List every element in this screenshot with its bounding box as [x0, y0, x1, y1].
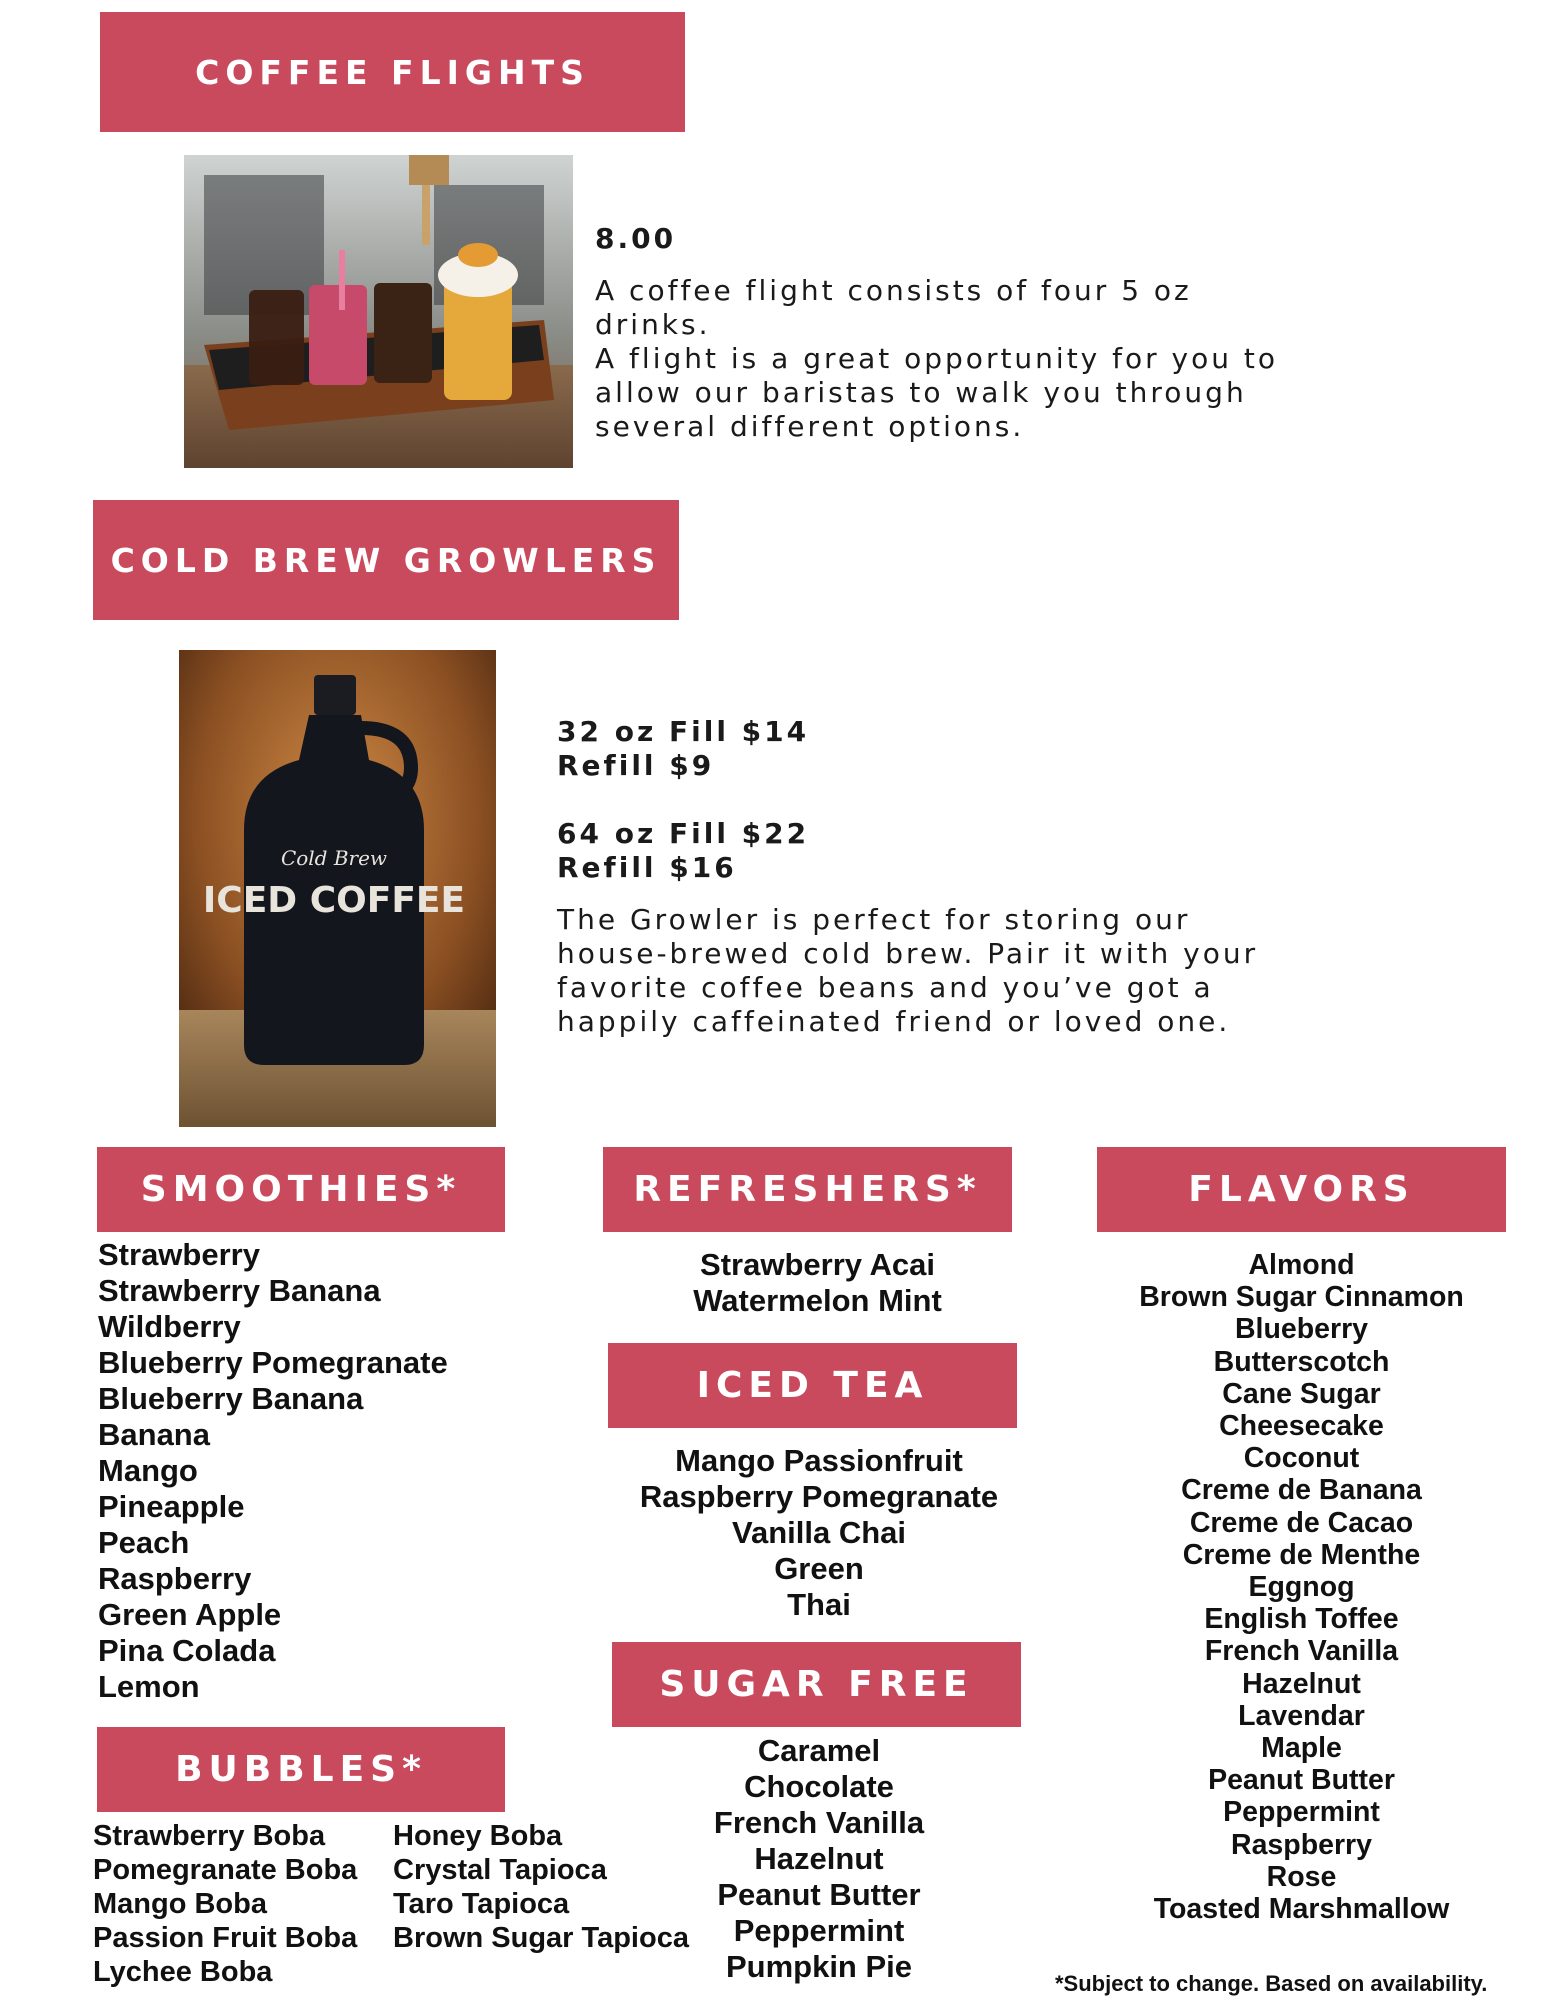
list-item: Brown Sugar Tapioca: [393, 1922, 689, 1954]
refreshers-heading: REFRESHERS*: [633, 1169, 982, 1210]
list-item: Peppermint: [1223, 1796, 1380, 1829]
refreshers-list: [603, 1247, 1032, 1319]
list-item: Wildberry: [98, 1309, 241, 1344]
list-item: Banana: [98, 1417, 210, 1452]
growlers-text: [557, 715, 1317, 1039]
list-item: Eggnog: [1248, 1571, 1355, 1604]
list-item: Strawberry: [98, 1237, 260, 1272]
list-item: Peanut Butter: [1208, 1764, 1395, 1797]
coffee-flights-heading: COFFEE FLIGHTS: [195, 52, 590, 92]
list-item: Peach: [98, 1525, 190, 1560]
list-item: Peppermint: [733, 1913, 905, 1948]
list-item: Strawberry Acai: [700, 1247, 935, 1282]
sugar-free-heading: SUGAR FREE: [659, 1664, 974, 1705]
growlers-desc-3: favorite coffee beans and you’ve got a: [557, 971, 1214, 1004]
list-item: Creme de Menthe: [1182, 1538, 1421, 1571]
list-item: Creme de Cacao: [1189, 1506, 1414, 1539]
list-item: Mango Passionfruit: [675, 1443, 963, 1478]
coffee-flights-desc-1: A coffee flight consists of four 5 oz drinks.: [595, 274, 1192, 341]
growlers-desc-1: The Growler is perfect for storing our: [557, 903, 1191, 936]
list-item: Watermelon Mint: [693, 1283, 942, 1318]
list-item: Cheesecake: [1219, 1410, 1384, 1443]
list-item: Toasted Marshmallow: [1153, 1893, 1450, 1926]
coffee-flights-desc-4: several different options.: [595, 410, 1025, 443]
smoothies-heading: SMOOTHIES*: [140, 1169, 462, 1210]
list-item: Rose: [1266, 1860, 1337, 1893]
availability-footnote: *Subject to change. Based on availability.: [1055, 1971, 1488, 1996]
list-item: Coconut: [1243, 1442, 1360, 1475]
list-item: Strawberry Boba: [93, 1820, 326, 1852]
smoothies-heading-banner: [97, 1147, 505, 1232]
bubbles-heading: BUBBLES*: [175, 1749, 427, 1790]
list-item: Passion Fruit Boba: [93, 1922, 358, 1954]
bubbles-list-col1: [93, 1819, 357, 1989]
list-item: Honey Boba: [393, 1820, 563, 1852]
growler-price-64oz: 64 oz Fill $22: [557, 817, 810, 850]
coffee-flights-desc-2: A flight is a great opportunity for you to: [595, 342, 1279, 375]
sugar-free-list: [613, 1733, 1025, 1985]
list-item: Pomegranate Boba: [93, 1854, 358, 1886]
iced-tea-list: [600, 1443, 1038, 1623]
list-item: Peanut Butter: [717, 1877, 921, 1912]
bottle-label-script: Cold Brew: [280, 846, 388, 870]
growler-refill-32oz: Refill $9: [557, 749, 715, 782]
list-item: French Vanilla: [1204, 1635, 1399, 1668]
coffee-flight-illustration: [184, 155, 573, 468]
list-item: Raspberry: [98, 1561, 252, 1596]
list-item: Lychee Boba: [93, 1956, 273, 1988]
growlers-desc-2: house-brewed cold brew. Pair it with your: [557, 937, 1259, 970]
growler-refill-64oz: Refill $16: [557, 851, 737, 884]
list-item: Lavendar: [1238, 1699, 1365, 1732]
list-item: Hazelnut: [754, 1841, 884, 1876]
list-item: Cane Sugar: [1222, 1377, 1381, 1410]
list-item: English Toffee: [1204, 1603, 1399, 1636]
list-item: Lemon: [98, 1669, 200, 1704]
list-item: Mango: [98, 1453, 198, 1488]
coffee-flights-heading-banner: [100, 12, 685, 132]
iced-tea-heading: ICED TEA: [696, 1365, 929, 1406]
flavors-list: [1097, 1249, 1506, 1925]
sugar-free-heading-banner: [612, 1642, 1021, 1727]
refreshers-heading-banner: [603, 1147, 1012, 1232]
bubbles-heading-banner: [97, 1727, 505, 1812]
list-item: Butterscotch: [1213, 1345, 1390, 1378]
list-item: Blueberry Banana: [98, 1381, 364, 1416]
list-item: Green Apple: [98, 1597, 282, 1632]
coffee-flights-price: 8.00: [595, 222, 677, 255]
iced-tea-heading-banner: [608, 1343, 1017, 1428]
list-item: Caramel: [757, 1733, 881, 1768]
list-item: Thai: [787, 1587, 851, 1622]
flavors-heading: FLAVORS: [1188, 1169, 1415, 1210]
coffee-flight-photo: [184, 155, 573, 468]
growlers-heading-banner: [93, 500, 679, 620]
list-item: Brown Sugar Cinnamon: [1139, 1281, 1464, 1314]
bottle-label-main: ICED COFFEE: [202, 880, 466, 921]
list-item: Blueberry: [1234, 1313, 1369, 1346]
growlers-desc-4: happily caffeinated friend or loved one.: [557, 1005, 1231, 1038]
growler-photo: [179, 650, 496, 1127]
list-item: Taro Tapioca: [393, 1888, 570, 1920]
list-item: Creme de Banana: [1181, 1474, 1422, 1507]
list-item: Maple: [1261, 1732, 1342, 1765]
list-item: Blueberry Pomegranate: [98, 1345, 448, 1380]
list-item: Pumpkin Pie: [725, 1949, 913, 1984]
list-item: Chocolate: [744, 1769, 894, 1804]
list-item: Hazelnut: [1242, 1667, 1361, 1700]
list-item: Mango Boba: [93, 1888, 267, 1920]
flavors-heading-banner: [1097, 1147, 1506, 1232]
growler-price-32oz: 32 oz Fill $14: [557, 715, 810, 748]
list-item: Raspberry: [1231, 1828, 1372, 1861]
smoothies-list: [98, 1237, 448, 1705]
coffee-flights-text: [595, 222, 1315, 444]
list-item: Crystal Tapioca: [393, 1854, 607, 1886]
growler-illustration: [179, 650, 496, 1127]
list-item: Green: [774, 1551, 864, 1586]
coffee-flights-desc-3: allow our baristas to walk you through: [595, 376, 1247, 409]
list-item: Strawberry Banana: [98, 1273, 381, 1308]
growlers-heading: COLD BREW GROWLERS: [110, 540, 662, 580]
list-item: Raspberry Pomegranate: [639, 1479, 999, 1514]
list-item: Pina Colada: [98, 1633, 276, 1668]
list-item: Vanilla Chai: [731, 1515, 906, 1550]
list-item: Pineapple: [98, 1489, 245, 1524]
list-item: French Vanilla: [713, 1805, 925, 1840]
list-item: Almond: [1248, 1249, 1355, 1281]
